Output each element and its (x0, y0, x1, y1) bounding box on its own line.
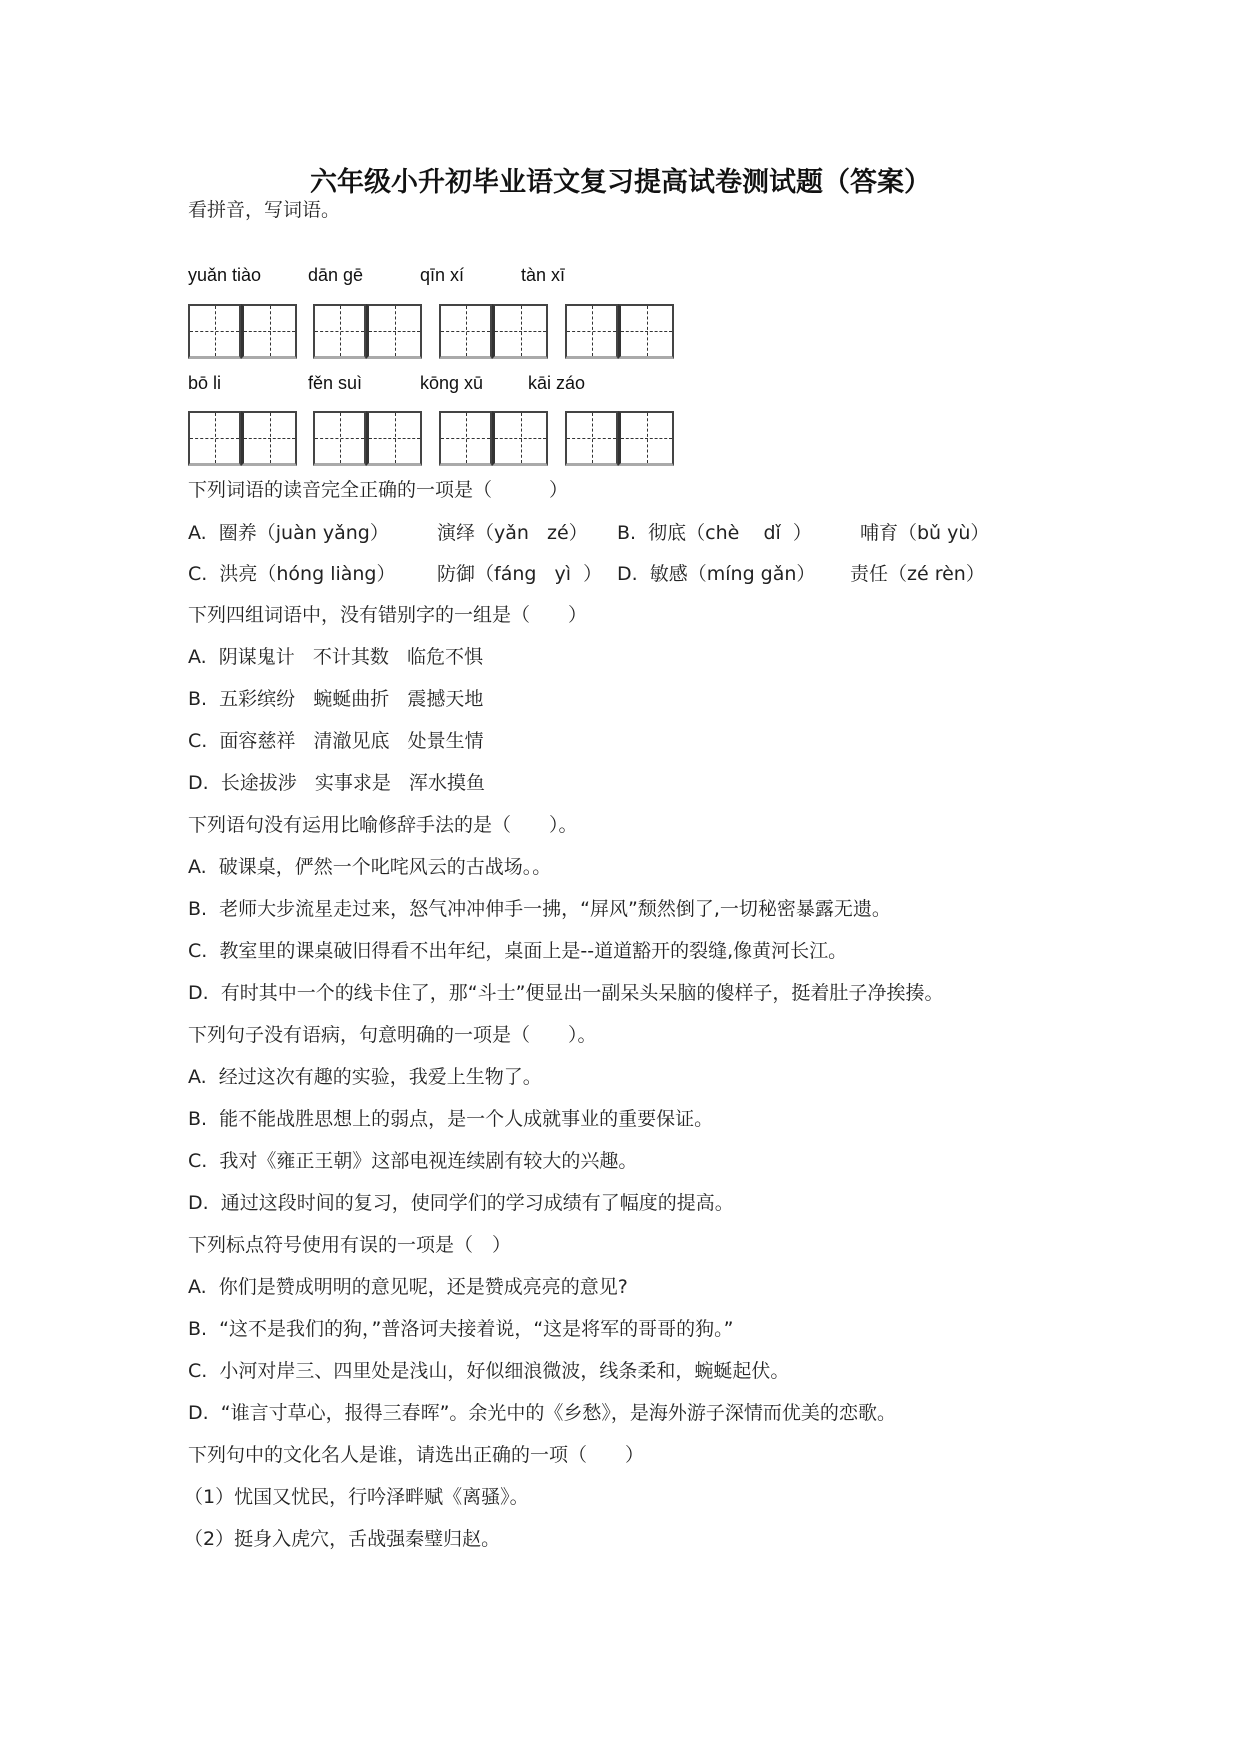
q2-option-d-second: 责任（zé rèn） (850, 563, 985, 585)
writing-grid[interactable] (313, 411, 422, 463)
q2-prompt: 下列词语的读音完全正确的一项是（ ） (188, 479, 569, 501)
q5-option-a: A. 经过这次有趣的实验，我爱上生物了。 (188, 1066, 542, 1088)
q3-prompt: 下列四组词语中，没有错别字的一组是（ ） (188, 604, 588, 626)
q2-option-b: B. 彻底（chè dǐ ） (617, 522, 812, 544)
q3-option-b: B. 五彩缤纷 蜿蜒曲折 震撼天地 (188, 688, 484, 710)
writing-grid[interactable] (565, 304, 674, 356)
q3-option-c: C. 面容慈祥 清澈见底 处景生情 (188, 730, 484, 752)
writing-grid[interactable] (439, 304, 548, 356)
pinyin-label: tàn xī (521, 265, 566, 285)
page-title: 六年级小升初毕业语文复习提高试卷测试题（答案） (310, 167, 931, 198)
q7-item-2: （2）挺身入虎穴，舌战强秦璧归赵。 (184, 1528, 501, 1550)
pinyin-label: qīn xí (420, 265, 465, 285)
q5-option-d: D. 通过这段时间的复习，使同学们的学习成绩有了幅度的提高。 (188, 1192, 734, 1214)
q2-option-c-second: 防御（fáng yì ） (437, 563, 603, 585)
q3-option-a: A. 阴谋鬼计 不计其数 临危不惧 (188, 646, 484, 668)
q6-prompt: 下列标点符号使用有误的一项是（ ） (188, 1234, 512, 1256)
q6-option-b: B. “这不是我们的狗，”普洛诃夫接着说，“这是将军的哥哥的狗。” (188, 1318, 734, 1340)
q3-option-d: D. 长途拔涉 实事求是 浑水摸鱼 (188, 772, 485, 794)
q5-option-c: C. 我对《雍正王朝》这部电视连续剧有较大的兴趣。 (188, 1150, 638, 1172)
q4-option-c: C. 教室里的课桌破旧得看不出年纪，桌面上是--道道豁开的裂缝,像黄河长江。 (188, 940, 848, 962)
writing-grid[interactable] (188, 411, 297, 463)
q5-option-b: B. 能不能战胜思想上的弱点，是一个人成就事业的重要保证。 (188, 1108, 714, 1130)
q5-prompt: 下列句子没有语病，句意明确的一项是（ ）。 (188, 1024, 597, 1046)
q4-option-a: A. 破课桌，俨然一个叱咤风云的古战场。。 (188, 856, 552, 878)
q2-option-b-second: 哺育（bǔ yù） (860, 522, 990, 544)
q2-option-a: A. 圈养（juàn yǎng） (188, 522, 389, 544)
pinyin-label: kāi záo (528, 373, 586, 393)
q1-prompt: 看拼音，写词语。 (188, 199, 341, 221)
writing-grid[interactable] (188, 304, 297, 356)
q4-option-b: B. 老师大步流星走过来，怒气冲冲伸手一拂，“屏风”颓然倒了,一切秘密暴露无遗。 (188, 898, 891, 920)
pinyin-label: fěn suì (308, 373, 363, 393)
q4-option-d: D. 有时其中一个的线卡住了，那“斗士”便显出一副呆头呆脑的傻样子，挺着肚子净挨揍。 (188, 982, 944, 1004)
q7-prompt: 下列句中的文化名人是谁，请选出正确的一项（ ） (188, 1444, 645, 1466)
pinyin-label: bō li (188, 373, 222, 393)
q2-option-c: C. 洪亮（hóng liàng） (188, 563, 396, 585)
pinyin-label: dān gē (308, 265, 364, 285)
q4-prompt: 下列语句没有运用比喻修辞手法的是（ ）。 (188, 814, 578, 836)
writing-grid[interactable] (313, 304, 422, 356)
pinyin-label: yuǎn tiào (188, 265, 262, 285)
q2-option-a-second: 演绎（yǎn zé） (437, 522, 588, 544)
writing-grid[interactable] (565, 411, 674, 463)
pinyin-label: kōng xū (420, 373, 484, 393)
q6-option-a: A. 你们是赞成明明的意见呢，还是赞成亮亮的意见? (188, 1276, 628, 1298)
q7-item-1: （1）忧国又忧民，行吟泽畔赋《离骚》。 (184, 1486, 529, 1508)
q6-option-d: D. “谁言寸草心，报得三春晖”。余光中的《乡愁》，是海外游子深情而优美的恋歌。 (188, 1402, 896, 1424)
writing-grid[interactable] (439, 411, 548, 463)
q2-option-d: D. 敏感（míng gǎn） (617, 563, 816, 585)
q6-option-c: C. 小河对岸三、四里处是浅山，好似细浪微波，线条柔和，蜿蜒起伏。 (188, 1360, 790, 1382)
